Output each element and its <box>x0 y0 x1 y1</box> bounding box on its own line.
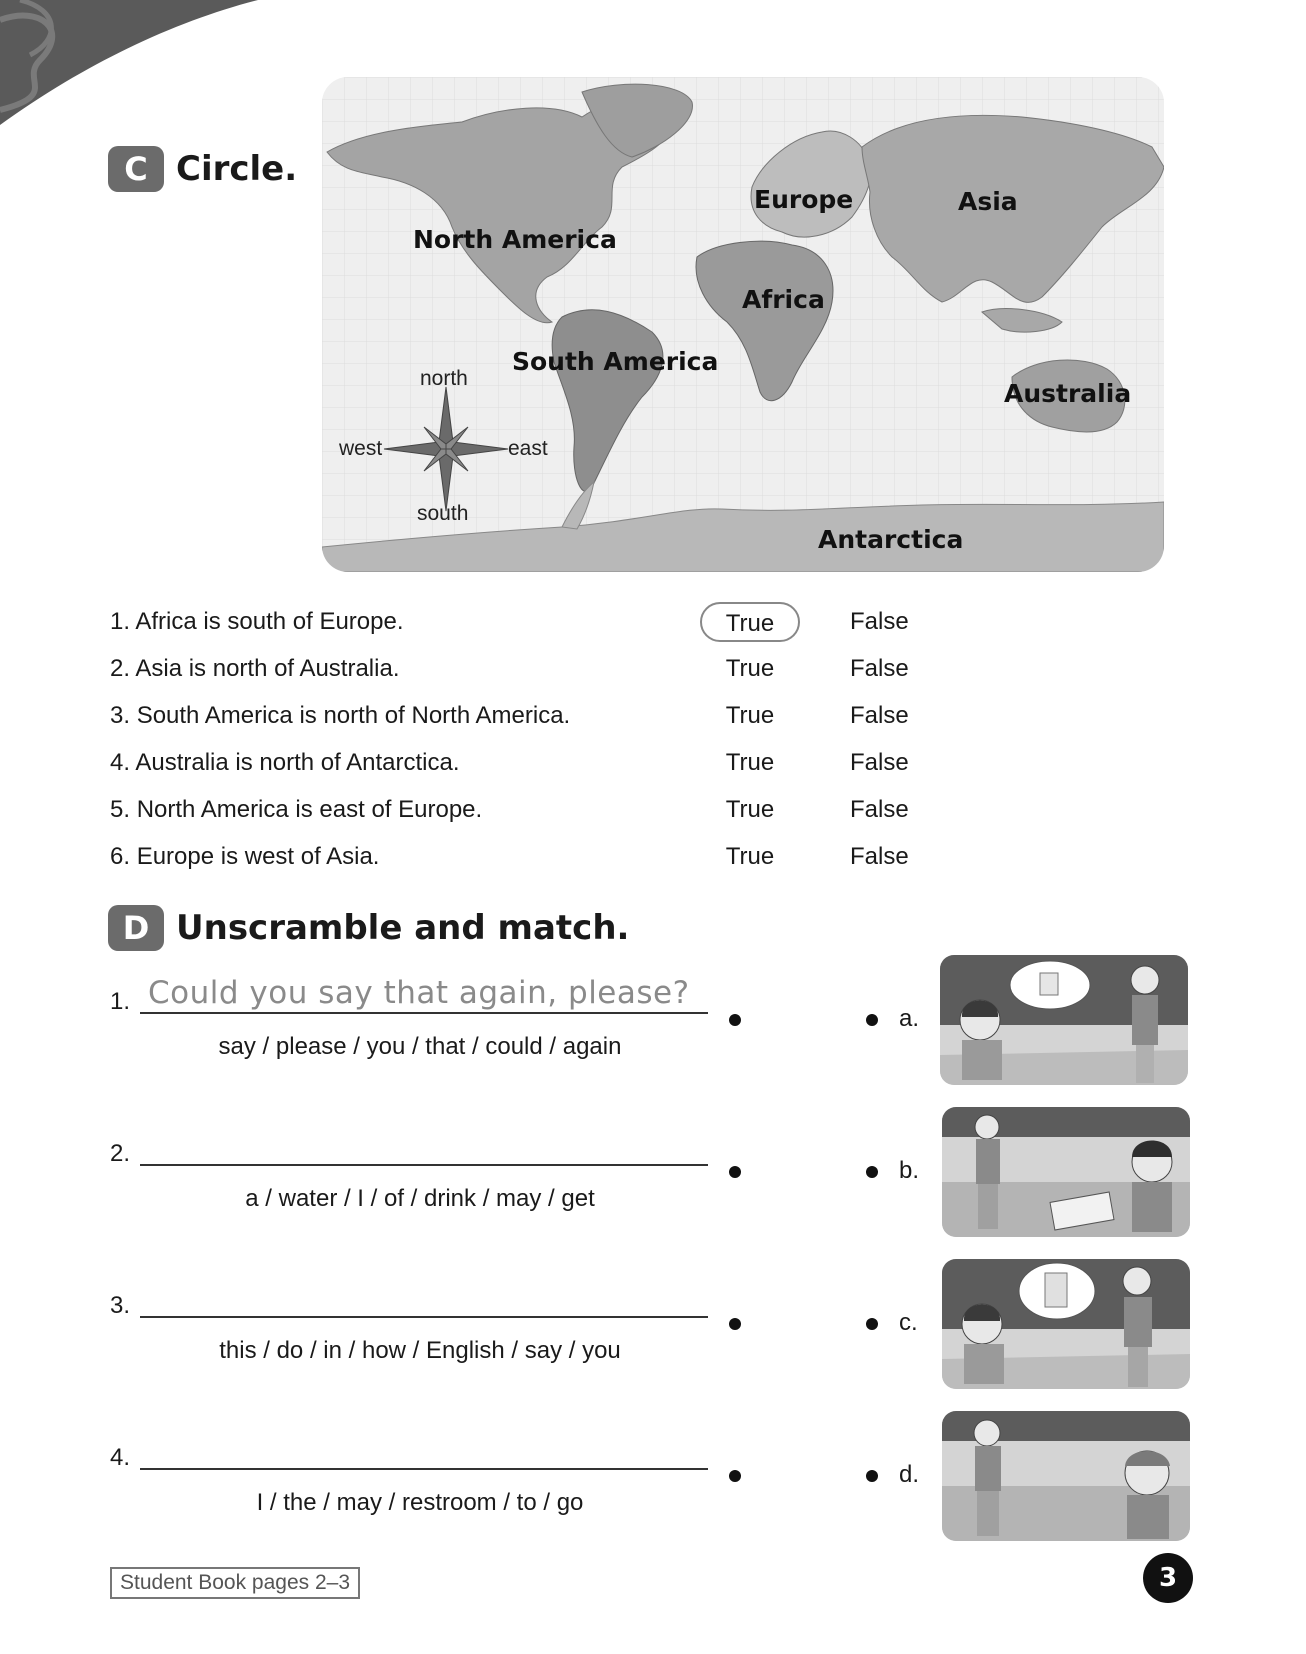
false-option[interactable]: False <box>850 749 909 776</box>
statement-text: 5. North America is east of Europe. <box>110 796 483 823</box>
match-dot-right[interactable] <box>866 1318 878 1330</box>
false-option[interactable]: False <box>850 608 909 635</box>
scrambled-words: say / please / you / that / could / again <box>218 1033 622 1060</box>
true-option[interactable]: True <box>725 655 775 682</box>
option-letter: a. <box>899 1005 920 1032</box>
option-letter: b. <box>899 1157 920 1184</box>
true-option[interactable]: True <box>725 796 775 823</box>
item-number: 2. <box>110 1140 131 1167</box>
compass-east-label: east <box>508 437 548 460</box>
compass-west-label: west <box>339 437 383 460</box>
picture-a <box>940 955 1188 1085</box>
item-number: 1. <box>110 988 131 1015</box>
corner-decoration <box>0 0 260 130</box>
section-d-badge: D <box>108 905 164 951</box>
label-north-america: North America <box>413 225 617 254</box>
compass-north-label: north <box>420 367 468 390</box>
section-c-title: Circle. <box>176 149 298 189</box>
false-option[interactable]: False <box>850 702 909 729</box>
section-c-badge: C <box>108 146 164 192</box>
statement-text: 4. Australia is north of Antarctica. <box>110 749 460 776</box>
section-d-heading <box>108 905 629 951</box>
statement-row <box>110 696 1010 736</box>
match-dot-left[interactable] <box>729 1166 741 1178</box>
picture-d <box>942 1411 1190 1541</box>
answer-text: Could you say that again, please? <box>148 975 690 1011</box>
match-dot-left[interactable] <box>729 1318 741 1330</box>
answer-line[interactable] <box>140 1316 708 1318</box>
statement-row <box>110 602 1010 642</box>
statement-row <box>110 649 1010 689</box>
scrambled-words: this / do / in / how / English / say / you <box>219 1337 621 1364</box>
option-letter: c. <box>899 1309 918 1336</box>
true-option[interactable]: True <box>725 749 775 776</box>
statement-row <box>110 837 1010 877</box>
option-letter: d. <box>899 1461 920 1488</box>
false-option[interactable]: False <box>850 796 909 823</box>
section-d-title: Unscramble and match. <box>176 908 630 948</box>
statement-text: 2. Asia is north of Australia. <box>110 655 400 682</box>
page-number: 3 <box>1143 1553 1193 1603</box>
answer-line[interactable] <box>140 1164 708 1166</box>
world-map-graphic <box>322 77 1164 572</box>
match-dot-right[interactable] <box>866 1014 878 1026</box>
true-option[interactable]: True <box>725 702 775 729</box>
student-book-reference: Student Book pages 2–3 <box>110 1567 360 1599</box>
picture-c <box>942 1259 1190 1389</box>
answer-line[interactable] <box>140 1012 708 1014</box>
section-c-heading <box>108 146 297 192</box>
answer-line[interactable] <box>140 1468 708 1470</box>
picture-b <box>942 1107 1190 1237</box>
compass-south-label: south <box>417 502 469 525</box>
statement-row <box>110 743 1010 783</box>
label-asia: Asia <box>958 187 1018 216</box>
statement-text: 6. Europe is west of Asia. <box>110 843 380 870</box>
match-dot-right[interactable] <box>866 1470 878 1482</box>
statement-text: 1. Africa is south of Europe. <box>110 608 404 635</box>
label-australia: Australia <box>1004 379 1132 408</box>
label-africa: Africa <box>742 285 825 314</box>
scrambled-words: I / the / may / restroom / to / go <box>256 1489 584 1516</box>
label-europe: Europe <box>754 185 854 214</box>
true-option[interactable]: True <box>725 843 775 870</box>
scrambled-words: a / water / I / of / drink / may / get <box>245 1185 595 1212</box>
match-dot-right[interactable] <box>866 1166 878 1178</box>
true-option[interactable]: True <box>700 602 800 642</box>
match-dot-left[interactable] <box>729 1014 741 1026</box>
false-option[interactable]: False <box>850 843 909 870</box>
statement-row <box>110 790 1010 830</box>
statement-text: 3. South America is north of North America. <box>110 702 571 729</box>
label-south-america: South America <box>512 347 719 376</box>
match-dot-left[interactable] <box>729 1470 741 1482</box>
item-number: 3. <box>110 1292 131 1319</box>
item-number: 4. <box>110 1444 131 1471</box>
label-antarctica: Antarctica <box>818 525 964 554</box>
world-map <box>322 77 1164 572</box>
false-option[interactable]: False <box>850 655 909 682</box>
